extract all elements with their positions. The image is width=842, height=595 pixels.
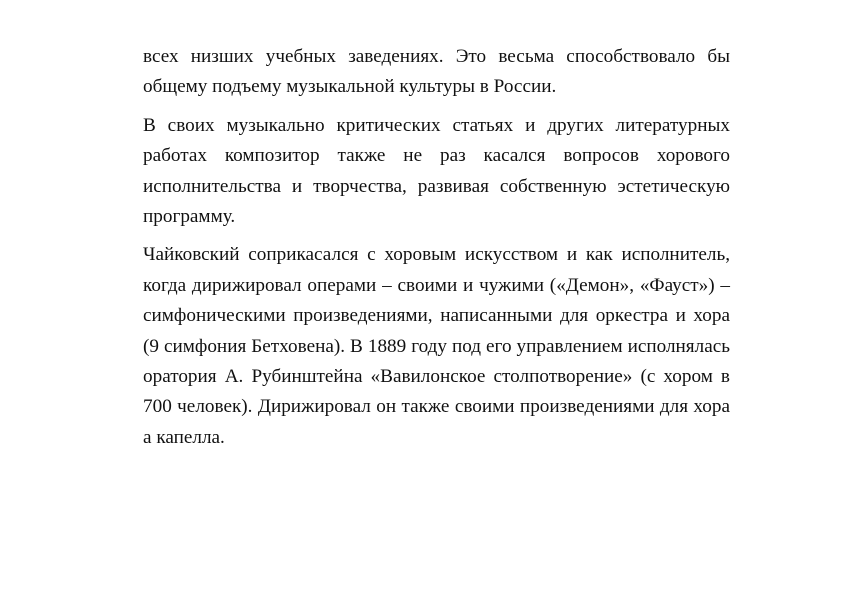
paragraph-tchaikovsky-conductor: Чайковский соприкасался с хоровым искусством и как исполнитель, когда дирижировал операми – своими и чужими («Демон», «Фауст») – симфоническими произведениями, написанными для оркестра и хора (9 симфония Бетховена). В 1889 году под его управлением исполнялась оратория А. Рубинштейна «Вавилонское столпотворение» (с хором в 700 человек). Дирижировал он также своими произведениями для хора а капелла. — [143, 244, 730, 448]
paragraph-continuation: всех низших учебных заведениях. Это весьма способствовало бы общему подъему музыкальной культуры в России. — [143, 46, 730, 98]
paragraph-critical-articles: В своих музыкально критических статьях и других литературных работах композитор также не раз касался вопросов хорового исполнительства и творчества, развивая собственную эстетическую программу. — [143, 114, 730, 228]
document-body — [143, 42, 730, 453]
